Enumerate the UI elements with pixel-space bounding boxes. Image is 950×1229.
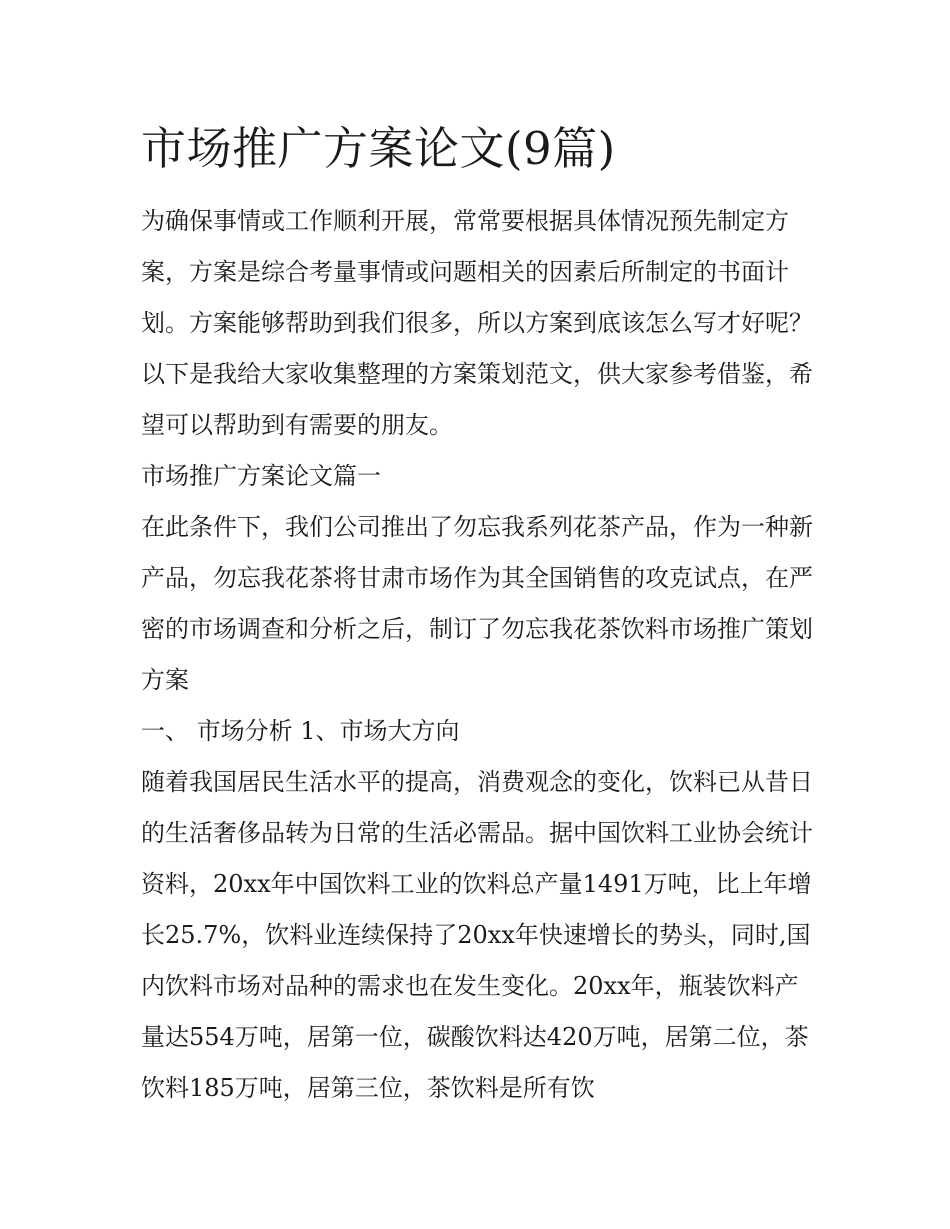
paragraph-2: 随着我国居民生活水平的提高，消费观念的变化，饮料已从昔日的生活奢侈品转为日常的生活必需品。据中国饮料工业协会统计资料，20xx年中国饮料工业的饮料总产量1491万吨，比上年增长25.7%，饮料业连续保持了20xx年快速增长的势头，同时,国内饮料市场对品种的需求也在发生变化。20xx年，瓶装饮料产量达554万吨，居第一位，碳酸饮料达420万吨，居第二位，茶饮料185万吨，居第三位，茶饮料是所有饮	[141, 768, 813, 1102]
subheading: 一、 市场分析 1、市场大方向	[141, 717, 460, 745]
section-heading: 市场推广方案论文篇一	[141, 462, 381, 490]
document-title: 市场推广方案论文(9篇)	[141, 122, 616, 175]
paragraph-1: 在此条件下，我们公司推出了勿忘我系列花茶产品，作为一种新产品，勿忘我花茶将甘肃市场作为其全国销售的攻克试点，在严密的市场调查和分析之后，制订了勿忘我花茶饮料市场推广策划方案	[141, 513, 813, 694]
document-body	[141, 196, 813, 1114]
intro-paragraph: 为确保事情或工作顺利开展，常常要根据具体情况预先制定方案，方案是综合考量事情或问题相关的因素后所制定的书面计划。方案能够帮助到我们很多，所以方案到底该怎么写才好呢？以下是我给大家收集整理的方案策划范文，供大家参考借鉴，希望可以帮助到有需要的朋友。	[141, 207, 813, 439]
